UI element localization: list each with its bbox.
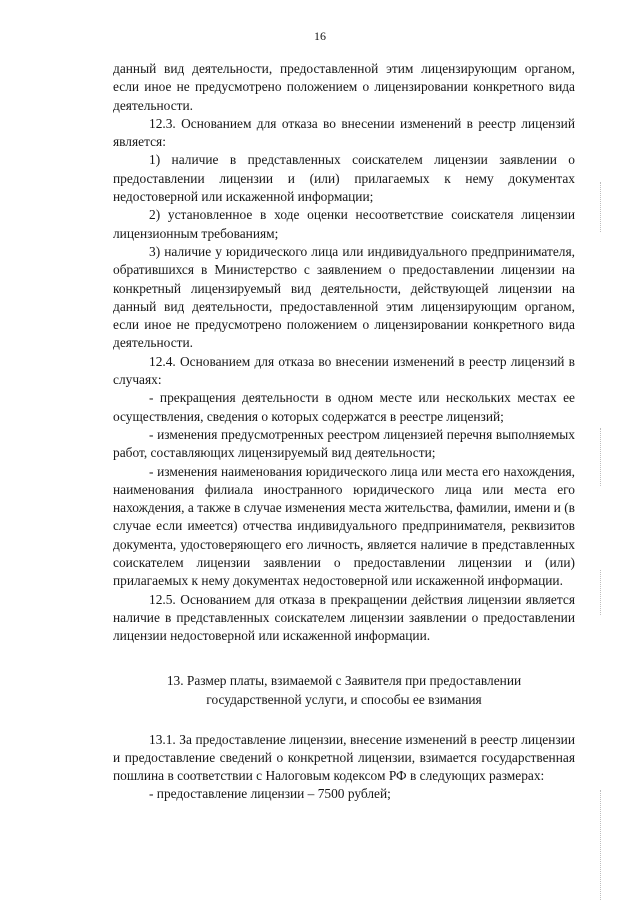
section-heading-line-2: государственной услуги, и способы ее взимания [206, 691, 482, 707]
list-item-12-4-c: - изменения наименования юридического лица или места его нахождения, наименования филиала иностранного юридического лица или места его нахождения, а также в случае изменения места жительства, фамилии, имени и (в случае если имеется) отчества индивидуального предпринимателя, реквизитов документа, удостоверяющего его личность, является наличие в представленных соискателем лицензии заявлении о предоставлении лицензии и (или) прилагаемых к нему документах недостоверной или искаженной информации. [113, 463, 575, 589]
list-item-12-3-3: 3) наличие у юридического лица или индивидуального предпринимателя, обратившихся в Министерство с заявлением о предоставлении лицензии на конкретный лицензируемый вид деятельности, действующей лицензии на данный вид деятельности, предоставленной этим лицензирующим органом, если иное не предусмотрено положением о лицензировании конкретного вида деятельности. [113, 243, 575, 351]
document-body [113, 60, 575, 804]
scan-margin-mark [600, 570, 602, 615]
paragraph-continuation: данный вид деятельности, предоставленной этим лицензирующим органом, если иное не предусмотрено положением о лицензировании конкретного вида деятельности. [113, 61, 575, 113]
section-heading-line-1: 13. Размер платы, взимаемой с Заявителя при предоставлении [166, 672, 522, 688]
list-item-13-1-a: - предоставление лицензии – 7500 рублей; [149, 786, 391, 802]
page-number: 16 [314, 29, 326, 43]
list-item-12-4-b: - изменения предусмотренных реестром лицензией перечня выполняемых работ, составляющих лицензируемый вид деятельности; [113, 426, 575, 461]
list-item-12-3-1: 1) наличие в представленных соискателем лицензии заявлении о предоставлении лицензии и (или) прилагаемых к нему документах недостоверной или искаженной информации; [113, 152, 575, 205]
list-item-12-4-a: - прекращения деятельности в одном месте или нескольких местах ее осуществления, сведения о которых содержатся в реестре лицензий; [113, 390, 575, 424]
paragraph-13-1: 13.1. За предоставление лицензии, внесение изменений в реестр лицензии и предоставление сведений о конкретной лицензии, взимается государственная пошлина в соответствии с Налоговым кодексом РФ в следующих размерах: [113, 731, 575, 784]
section-heading-13 [113, 671, 575, 709]
scan-margin-mark [600, 428, 602, 486]
scan-margin-mark [600, 790, 602, 900]
paragraph-12-5: 12.5. Основанием для отказа в прекращении действия лицензии является наличие в представленных соискателем лицензии заявлении о предоставлении лицензии недостоверной или искаженной информации. [113, 591, 575, 644]
scan-margin-mark [600, 182, 602, 232]
paragraph-12-4: 12.4. Основанием для отказа во внесении изменений в реестр лицензий в случаях: [113, 353, 575, 388]
list-item-12-3-2: 2) установленное в ходе оценки несоответствие соискателя лицензии лицензионным требованиям; [113, 207, 575, 241]
paragraph-12-3: 12.3. Основанием для отказа во внесении изменений в реестр лицензий является: [113, 115, 575, 150]
